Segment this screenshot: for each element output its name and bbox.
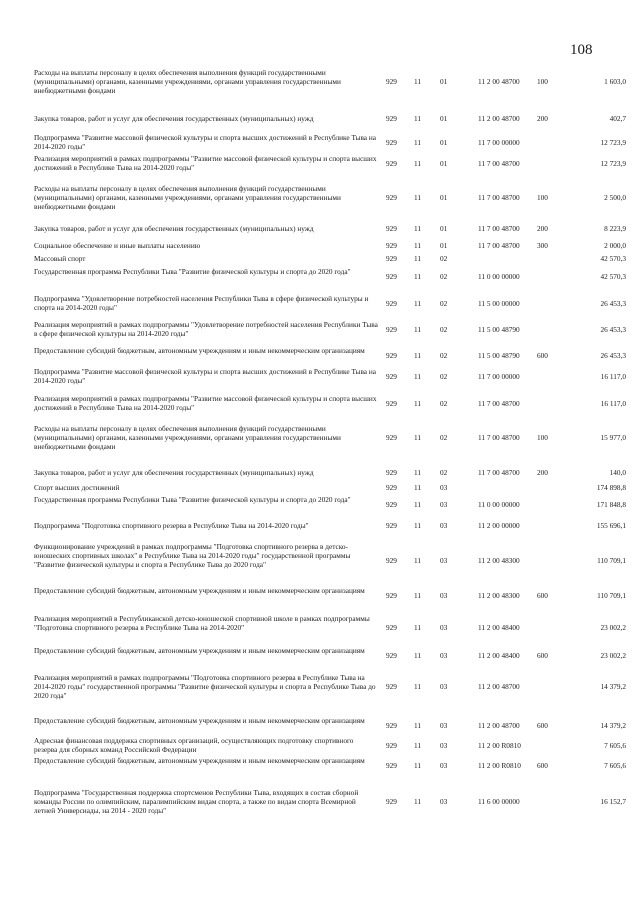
row-pr: 01 <box>440 193 448 202</box>
row-rz: 11 <box>414 682 422 691</box>
row-name: Социальное обеспечение и иные выплаты населению <box>34 241 201 250</box>
row-vr: 600 <box>537 651 548 660</box>
row-csr: 11 7 00 48700 <box>478 193 520 202</box>
row-name: Реализация мероприятий в рамках подпрограммы "Подготовка спортивного резерва в Республике Тыва на 2014-2020 годы" государственной программы "Развитие физической культуры и спорта в Республике Тыва до 2020 года" <box>34 673 376 700</box>
row-rz: 11 <box>414 556 422 565</box>
row-rz: 11 <box>414 483 422 492</box>
row-rz: 11 <box>414 138 422 147</box>
row-name: Подпрограмма "Развитие массовой физической культуры и спорта высших достижений в Республике Тыва на 2014-2020 годы" <box>34 367 376 385</box>
row-csr: 11 2 00 48400 <box>478 623 520 632</box>
row-pr: 03 <box>440 500 448 509</box>
row-name: Расходы на выплаты персоналу в целях обеспечения выполнения функций государственными (муниципальными) органами, казенными учреждениями, органами управления государственными внебюджетными фондами <box>34 68 341 95</box>
row-name: Реализация мероприятий в рамках подпрограммы "Удовлетворение потребностей населения Республики Тыва в сфере физической культуры на 2014-2020 годы" <box>34 320 378 338</box>
row-csr: 11 5 00 48790 <box>478 351 520 360</box>
row-vr: 100 <box>537 193 548 202</box>
row-pr: 03 <box>440 591 448 600</box>
row-ved: 929 <box>386 193 397 202</box>
row-pr: 02 <box>440 399 448 408</box>
row-vr: 100 <box>537 433 548 442</box>
row-rz: 11 <box>414 591 422 600</box>
row-pr: 03 <box>440 741 448 750</box>
row-name: Спорт высших достижений <box>34 483 120 492</box>
row-rz: 11 <box>414 372 422 381</box>
row-name: Государственная программа Республики Тыва "Развитие физической культуры и спорта до 2020 года" <box>34 495 351 504</box>
row-ved: 929 <box>386 521 397 530</box>
row-rz: 11 <box>414 351 422 360</box>
row-sum: 174 898,8 <box>596 483 626 492</box>
row-pr: 02 <box>440 272 448 281</box>
row-rz: 11 <box>414 114 422 123</box>
row-ved: 929 <box>386 138 397 147</box>
row-sum: 23 002,2 <box>600 623 626 632</box>
page-number: 108 <box>570 42 593 58</box>
row-csr: 11 7 00 00000 <box>478 138 520 147</box>
row-ved: 929 <box>386 114 397 123</box>
row-ved: 929 <box>386 159 397 168</box>
row-sum: 14 379,2 <box>600 721 626 730</box>
row-pr: 02 <box>440 433 448 442</box>
row-name: Закупка товаров, работ и услуг для обеспечения государственных (муниципальных) нужд <box>34 468 314 477</box>
row-ved: 929 <box>386 721 397 730</box>
row-ved: 929 <box>386 372 397 381</box>
row-csr: 11 2 00 R0810 <box>478 741 521 750</box>
row-pr: 02 <box>440 372 448 381</box>
row-pr: 03 <box>440 521 448 530</box>
row-pr: 01 <box>440 224 448 233</box>
row-csr: 11 2 00 48700 <box>478 114 520 123</box>
row-sum: 7 605,6 <box>604 741 626 750</box>
row-csr: 11 2 00 48700 <box>478 77 520 86</box>
row-sum: 26 453,3 <box>600 299 626 308</box>
row-pr: 03 <box>440 651 448 660</box>
row-sum: 14 379,2 <box>600 682 626 691</box>
row-ved: 929 <box>386 556 397 565</box>
row-name: Подпрограмма "Удовлетворение потребностей населения Республики Тыва в сфере физической культуры и спорта на 2014-2020 годы" <box>34 294 369 312</box>
row-vr: 100 <box>537 77 548 86</box>
row-rz: 11 <box>414 399 422 408</box>
row-rz: 11 <box>414 272 422 281</box>
row-pr: 03 <box>440 623 448 632</box>
row-csr: 11 2 00 R0810 <box>478 761 521 770</box>
row-sum: 1 603,0 <box>604 77 626 86</box>
row-pr: 03 <box>440 483 448 492</box>
row-name: Расходы на выплаты персоналу в целях обеспечения выполнения функций государственными (муниципальными) органами, казенными учреждениями, органами управления государственными внебюджетными фондами <box>34 424 341 451</box>
row-name: Подпрограмма "Подготовка спортивного резерва в Республике Тыва на 2014-2020 годы" <box>34 521 309 530</box>
row-rz: 11 <box>414 241 422 250</box>
row-ved: 929 <box>386 77 397 86</box>
row-pr: 02 <box>440 254 448 263</box>
row-rz: 11 <box>414 761 422 770</box>
row-name: Подпрограмма "Государственная поддержка спортсменов Республики Тыва, входящих в состав сборной команды России по олимпийским, паралимпийским видам спорта, а также по видам спорта Всемирной летней Универсиады, на 2014 - 2020 годы" <box>34 788 359 815</box>
row-rz: 11 <box>414 299 422 308</box>
row-rz: 11 <box>414 77 422 86</box>
row-csr: 11 2 00 48400 <box>478 651 520 660</box>
row-pr: 02 <box>440 468 448 477</box>
row-vr: 300 <box>537 241 548 250</box>
row-sum: 16 117,0 <box>600 372 626 381</box>
row-vr: 200 <box>537 468 548 477</box>
row-name: Предоставление субсидий бюджетным, автономным учреждениям и иным некоммерческим организациям <box>34 716 365 725</box>
row-sum: 155 696,1 <box>596 521 626 530</box>
row-csr: 11 0 00 00000 <box>478 272 520 281</box>
row-sum: 26 453,3 <box>600 325 626 334</box>
row-name: Предоставление субсидий бюджетным, автономным учреждениям и иным некоммерческим организациям <box>34 646 365 655</box>
row-ved: 929 <box>386 741 397 750</box>
row-ved: 929 <box>386 682 397 691</box>
row-ved: 929 <box>386 468 397 477</box>
row-csr: 11 0 00 00000 <box>478 500 520 509</box>
row-pr: 02 <box>440 325 448 334</box>
row-sum: 140,0 <box>609 468 626 477</box>
row-vr: 600 <box>537 761 548 770</box>
row-csr: 11 2 00 00000 <box>478 521 520 530</box>
row-rz: 11 <box>414 721 422 730</box>
row-name: Функционирование учреждений в рамках подпрограммы "Подготовка спортивного резерва в детско-юношеских спортивных школах" в Республике Тыва на 2014-2020 годы" государственной программы "Развитие физической культуры и спорта в Республике Тыва до 2020 года" <box>34 542 351 569</box>
row-name: Реализация мероприятий в рамках подпрограммы "Развитие массовой физической культуры и спорта высших достижений в Республике Тыва на 2014-2020 годы" <box>34 394 377 412</box>
row-rz: 11 <box>414 521 422 530</box>
row-sum: 15 977,0 <box>600 433 626 442</box>
row-rz: 11 <box>414 325 422 334</box>
row-name: Реализация мероприятий в Республиканской детско-юношеской спортивной школе в рамках подпрограммы "Подготовка спортивного резерва в Республике Тыва на 2014-2020" <box>34 614 370 632</box>
row-csr: 11 7 00 48700 <box>478 468 520 477</box>
row-sum: 110 709,1 <box>597 556 626 565</box>
row-rz: 11 <box>414 193 422 202</box>
row-rz: 11 <box>414 797 422 806</box>
row-csr: 11 2 00 48300 <box>478 591 520 600</box>
row-name: Государственная программа Республики Тыва "Развитие физической культуры и спорта до 2020 года" <box>34 267 351 276</box>
row-ved: 929 <box>386 224 397 233</box>
row-pr: 03 <box>440 761 448 770</box>
row-sum: 16 152,7 <box>600 797 626 806</box>
row-csr: 11 6 00 00000 <box>478 797 520 806</box>
row-sum: 110 709,1 <box>597 591 626 600</box>
row-ved: 929 <box>386 241 397 250</box>
row-csr: 11 5 00 00000 <box>478 299 520 308</box>
row-sum: 7 605,6 <box>604 761 626 770</box>
row-csr: 11 7 00 48700 <box>478 241 520 250</box>
row-pr: 01 <box>440 138 448 147</box>
row-ved: 929 <box>386 623 397 632</box>
row-ved: 929 <box>386 351 397 360</box>
row-csr: 11 7 00 48700 <box>478 433 520 442</box>
row-csr: 11 2 00 48300 <box>478 556 520 565</box>
row-rz: 11 <box>414 159 422 168</box>
row-ved: 929 <box>386 651 397 660</box>
row-ved: 929 <box>386 483 397 492</box>
row-rz: 11 <box>414 651 422 660</box>
row-name: Предоставление субсидий бюджетным, автономным учреждениям и иным некоммерческим организациям <box>34 346 365 355</box>
row-name: Расходы на выплаты персоналу в целях обеспечения выполнения функций государственными (муниципальными) органами, казенными учреждениями, органами управления государственными внебюджетными фондами <box>34 184 341 211</box>
row-sum: 2 000,0 <box>604 241 626 250</box>
row-sum: 16 117,0 <box>600 399 626 408</box>
row-pr: 03 <box>440 797 448 806</box>
row-name: Закупка товаров, работ и услуг для обеспечения государственных (муниципальных) нужд <box>34 114 314 123</box>
row-pr: 02 <box>440 299 448 308</box>
row-name: Адресная финансовая поддержка спортивных организаций, осуществляющих подготовку спортивного резерва для сборных команд Российской Федерации <box>34 736 354 754</box>
row-vr: 200 <box>537 224 548 233</box>
row-sum: 12 723,9 <box>600 159 626 168</box>
row-rz: 11 <box>414 254 422 263</box>
row-pr: 03 <box>440 682 448 691</box>
row-rz: 11 <box>414 623 422 632</box>
row-sum: 42 570,3 <box>600 254 626 263</box>
row-pr: 03 <box>440 556 448 565</box>
row-rz: 11 <box>414 224 422 233</box>
row-sum: 2 500,0 <box>604 193 626 202</box>
row-name: Массовый спорт <box>34 254 86 263</box>
row-ved: 929 <box>386 399 397 408</box>
row-name: Предоставление субсидий бюджетным, автономным учреждениям и иным некоммерческим организациям <box>34 586 365 595</box>
row-ved: 929 <box>386 254 397 263</box>
row-sum: 8 223,9 <box>604 224 626 233</box>
row-pr: 01 <box>440 159 448 168</box>
row-ved: 929 <box>386 299 397 308</box>
row-sum: 171 848,8 <box>596 500 626 509</box>
row-csr: 11 7 00 48700 <box>478 224 520 233</box>
row-rz: 11 <box>414 500 422 509</box>
row-name: Подпрограмма "Развитие массовой физической культуры и спорта высших достижений в Республике Тыва на 2014-2020 годы" <box>34 133 376 151</box>
row-name: Реализация мероприятий в рамках подпрограммы "Развитие массовой физической культуры и спорта высших достижений в Республике Тыва на 2014-2020 годы" <box>34 154 377 172</box>
row-ved: 929 <box>386 591 397 600</box>
row-vr: 200 <box>537 114 548 123</box>
row-sum: 12 723,9 <box>600 138 626 147</box>
row-csr: 11 5 00 48790 <box>478 325 520 334</box>
row-ved: 929 <box>386 433 397 442</box>
row-csr: 11 2 00 48700 <box>478 682 520 691</box>
row-csr: 11 7 00 48700 <box>478 159 520 168</box>
row-sum: 402,7 <box>609 114 626 123</box>
row-csr: 11 7 00 48700 <box>478 399 520 408</box>
row-ved: 929 <box>386 325 397 334</box>
row-pr: 01 <box>440 114 448 123</box>
row-sum: 26 453,3 <box>600 351 626 360</box>
row-vr: 600 <box>537 591 548 600</box>
row-rz: 11 <box>414 468 422 477</box>
row-name: Закупка товаров, работ и услуг для обеспечения государственных (муниципальных) нужд <box>34 224 314 233</box>
row-ved: 929 <box>386 761 397 770</box>
row-vr: 600 <box>537 721 548 730</box>
row-csr: 11 2 00 48700 <box>478 721 520 730</box>
row-ved: 929 <box>386 272 397 281</box>
row-csr: 11 7 00 00000 <box>478 372 520 381</box>
row-pr: 01 <box>440 77 448 86</box>
row-ved: 929 <box>386 500 397 509</box>
row-pr: 02 <box>440 351 448 360</box>
row-pr: 03 <box>440 721 448 730</box>
row-pr: 01 <box>440 241 448 250</box>
row-vr: 600 <box>537 351 548 360</box>
row-sum: 42 570,3 <box>600 272 626 281</box>
row-name: Предоставление субсидий бюджетным, автономным учреждениям и иным некоммерческим организациям <box>34 756 365 765</box>
row-rz: 11 <box>414 741 422 750</box>
row-rz: 11 <box>414 433 422 442</box>
row-ved: 929 <box>386 797 397 806</box>
row-sum: 23 002,2 <box>600 651 626 660</box>
